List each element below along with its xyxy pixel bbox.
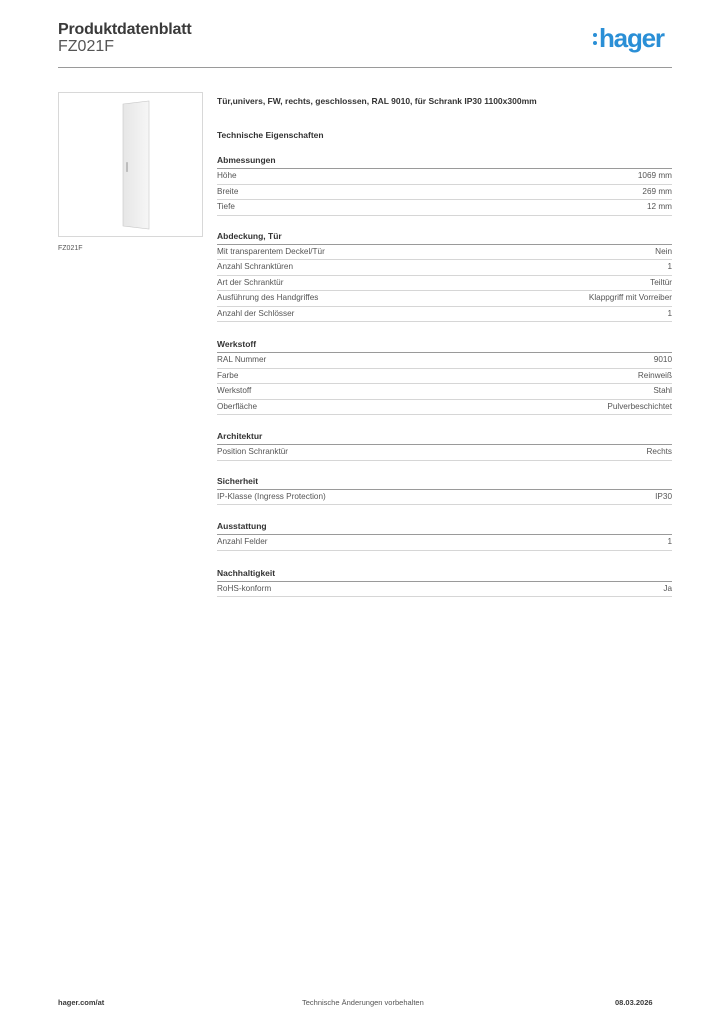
- product-code: FZ021F: [58, 38, 115, 55]
- spec-value: 1: [667, 537, 672, 546]
- spec-row: [217, 276, 672, 292]
- page-title: Produktdatenblatt: [58, 21, 192, 38]
- spec-row: [217, 291, 672, 307]
- footer-date: 08.03.2026: [615, 998, 653, 1007]
- spec-label: Farbe: [217, 370, 239, 380]
- spec-value: Rechts: [646, 447, 672, 456]
- spec-group: [217, 567, 672, 598]
- spec-row: [217, 353, 672, 369]
- spec-group: [217, 475, 672, 506]
- spec-label: Art der Schranktür: [217, 277, 284, 287]
- spec-row: [217, 369, 672, 385]
- spec-value: Pulverbeschichtet: [607, 401, 672, 411]
- footer-website[interactable]: hager.com/at: [58, 998, 105, 1007]
- spec-label: Ausführung des Handgriffes: [217, 293, 319, 302]
- spec-label: Tiefe: [217, 202, 235, 211]
- spec-group: [217, 154, 672, 216]
- spec-label: IP-Klasse (Ingress Protection): [217, 491, 326, 501]
- spec-value: Stahl: [653, 386, 672, 395]
- spec-group: [217, 430, 672, 461]
- spec-row: [217, 400, 672, 416]
- spec-value: 12 mm: [646, 202, 672, 211]
- image-caption: FZ021F: [58, 245, 83, 252]
- spec-group: [217, 338, 672, 415]
- product-description: Tür,univers, FW, rechts, geschlossen, RAL 9010, für Schrank IP30 1100x300mm: [217, 96, 537, 106]
- spec-label: Anzahl Felder: [217, 537, 268, 546]
- spec-value: Teiltür: [650, 277, 672, 287]
- spec-groups: [217, 154, 672, 597]
- spec-content: [217, 95, 672, 597]
- spec-label: RAL Nummer: [217, 355, 267, 364]
- spec-group-title: Abmessungen: [217, 154, 672, 169]
- logo-text: hager: [599, 23, 664, 53]
- spec-group: [217, 520, 672, 551]
- spec-group-title: Architektur: [217, 430, 672, 445]
- spec-label: Höhe: [217, 171, 237, 180]
- cabinet-door-icon: [121, 100, 151, 230]
- spec-value: 269 mm: [642, 186, 672, 196]
- spec-value: Ja: [663, 583, 672, 593]
- spec-group-title: Nachhaltigkeit: [217, 567, 672, 582]
- spec-row: [217, 582, 672, 598]
- spec-value: 1: [667, 262, 672, 271]
- spec-label: Anzahl Schranktüren: [217, 262, 294, 271]
- spec-group-title: Werkstoff: [217, 338, 672, 353]
- spec-row: [217, 245, 672, 261]
- spec-row: [217, 200, 672, 216]
- spec-row: [217, 185, 672, 201]
- spec-label: Werkstoff: [217, 386, 252, 395]
- spec-row: [217, 384, 672, 400]
- spec-group-title: Ausstattung: [217, 520, 672, 535]
- spec-label: Anzahl der Schlösser: [217, 308, 295, 318]
- spec-group-title: Abdeckung, Tür: [217, 230, 672, 245]
- logo-colon-icon: [593, 33, 598, 49]
- spec-row: [217, 260, 672, 276]
- spec-label: Mit transparentem Deckel/Tür: [217, 246, 325, 256]
- spec-label: Breite: [217, 186, 239, 196]
- header-divider: [58, 67, 672, 68]
- spec-label: Oberfläche: [217, 401, 258, 411]
- spec-value: Reinweiß: [637, 370, 672, 380]
- spec-value: 1: [667, 308, 672, 318]
- spec-group-title: Sicherheit: [217, 475, 672, 490]
- tech-heading: Technische Eigenschaften: [217, 130, 324, 140]
- spec-value: Klappgriff mit Vorreiber: [588, 293, 672, 302]
- product-image: [58, 92, 203, 237]
- spec-row: [217, 307, 672, 323]
- spec-row: [217, 490, 672, 506]
- spec-label: RoHS-konform: [217, 583, 272, 593]
- spec-row: [217, 445, 672, 461]
- spec-value: 1069 mm: [637, 171, 672, 180]
- spec-value: 9010: [653, 355, 672, 364]
- footer-notice: Technische Änderungen vorbehalten: [302, 998, 424, 1007]
- spec-group: [217, 230, 672, 323]
- spec-value: IP30: [655, 491, 672, 501]
- spec-value: Nein: [655, 246, 672, 256]
- spec-row: [217, 169, 672, 185]
- spec-label: Position Schranktür: [217, 447, 288, 456]
- spec-row: [217, 535, 672, 551]
